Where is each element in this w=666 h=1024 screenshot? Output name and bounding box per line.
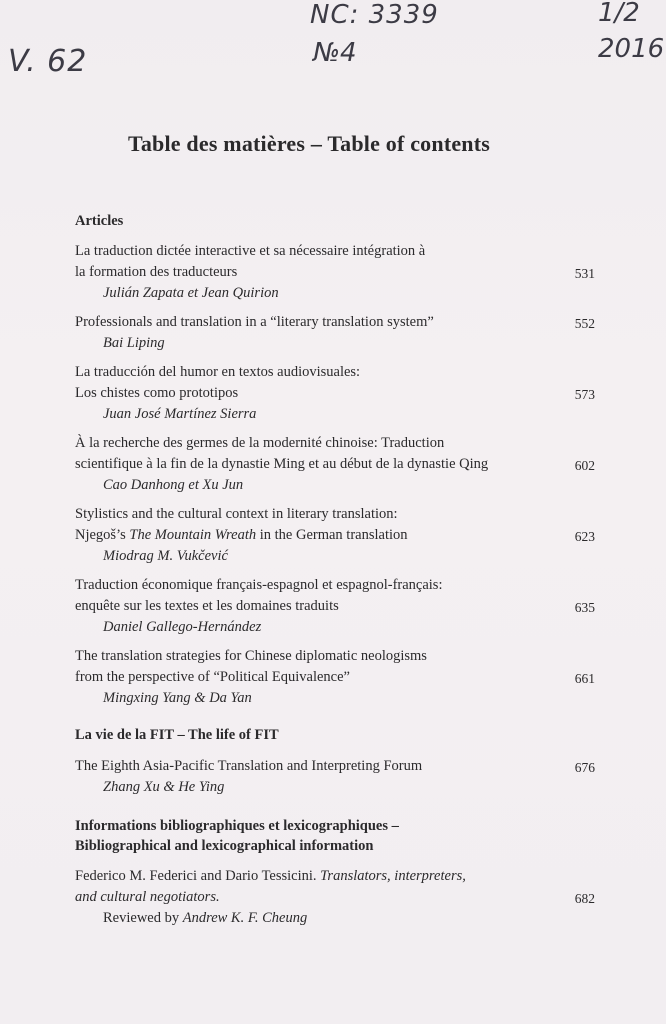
entry-title-line <box>75 889 220 906</box>
handwritten-issue-number: №4 <box>313 38 357 68</box>
page-title: Table des matières – Table of contents <box>127 131 491 156</box>
entry-reviewer <box>103 910 307 927</box>
entry-title-line: enquête sur les textes et les domaines traduits <box>75 598 339 614</box>
entry-page-number: 676 <box>574 760 595 775</box>
entry-authors: Zhang Xu & He Ying <box>103 779 225 795</box>
entry-title-italic-segment: and cultural negotiators. <box>75 889 220 905</box>
entry-title-line: Los chistes como prototipos <box>75 385 239 401</box>
entry-title-line: À la recherche des germes de la modernité chinoise: Traduction <box>75 435 445 451</box>
entry-title-line <box>75 527 408 544</box>
entry-authors: Cao Danhong et Xu Jun <box>103 477 244 493</box>
entry-authors: Juan José Martínez Sierra <box>103 406 257 422</box>
entry-authors: Julián Zapata et Jean Quirion <box>103 285 279 301</box>
section-heading-fit: La vie de la FIT – The life of FIT <box>75 727 279 743</box>
handwritten-nc-number: NC: 3339 <box>310 0 439 30</box>
entry-title-italic-segment: The Mountain Wreath <box>129 527 257 543</box>
entry-title-line: la formation des traducteurs <box>75 264 238 280</box>
reviewer-name: Andrew K. F. Cheung <box>182 910 308 926</box>
reviewed-by-label: Reviewed by <box>103 910 183 926</box>
section-heading-articles: Articles <box>75 213 124 229</box>
entry-page-number: 531 <box>574 266 595 281</box>
entry-title-line <box>75 868 466 885</box>
handwritten-year: 2016 <box>598 34 665 64</box>
entry-page-number: 602 <box>574 458 595 473</box>
entry-title-italic-segment: Translators, interpreters, <box>320 868 466 884</box>
entry-page-number: 573 <box>574 387 595 402</box>
section-heading-biblio: Informations bibliographiques et lexicographiques – <box>75 818 399 834</box>
entry-page-number: 552 <box>574 316 595 331</box>
entry-authors: Daniel Gallego-Hernández <box>103 619 262 635</box>
entry-title-line: Traduction économique français-espagnol et espagnol-français: <box>75 577 443 593</box>
entry-title-segment: in the German translation <box>256 527 408 543</box>
handwritten-volume: V. 62 <box>8 44 88 79</box>
entry-title-line: The translation strategies for Chinese diplomatic neologisms <box>75 648 427 664</box>
entry-page-number: 682 <box>574 891 595 906</box>
entry-title-line: The Eighth Asia-Pacific Translation and Interpreting Forum <box>75 758 423 774</box>
entry-title-segment: Federico M. Federici and Dario Tessicini. <box>75 868 321 884</box>
entry-page-number: 661 <box>574 671 595 686</box>
entry-title-line: Professionals and translation in a “literary translation system” <box>75 314 434 330</box>
entry-page-number: 623 <box>574 529 595 544</box>
entry-authors: Miodrag M. Vukčević <box>103 548 228 564</box>
entry-title-line: Stylistics and the cultural context in literary translation: <box>75 506 398 522</box>
entry-title-line: La traduction dictée interactive et sa nécessaire intégration à <box>75 243 426 259</box>
section-heading-biblio-en: Bibliographical and lexicographical information <box>75 838 374 854</box>
entry-authors: Mingxing Yang & Da Yan <box>103 690 252 706</box>
entry-title-line: from the perspective of “Political Equivalence” <box>75 669 350 685</box>
entry-page-number: 635 <box>574 600 595 615</box>
entry-title-line: La traducción del humor en textos audiovisuales: <box>75 364 361 380</box>
entry-authors: Bai Liping <box>103 335 165 351</box>
entry-title-line: scientifique à la fin de la dynastie Ming et au début de la dynastie Qing <box>75 456 489 472</box>
handwritten-fraction: 1/2 <box>598 0 640 28</box>
entry-title-segment: Njegoš’s <box>75 527 130 543</box>
